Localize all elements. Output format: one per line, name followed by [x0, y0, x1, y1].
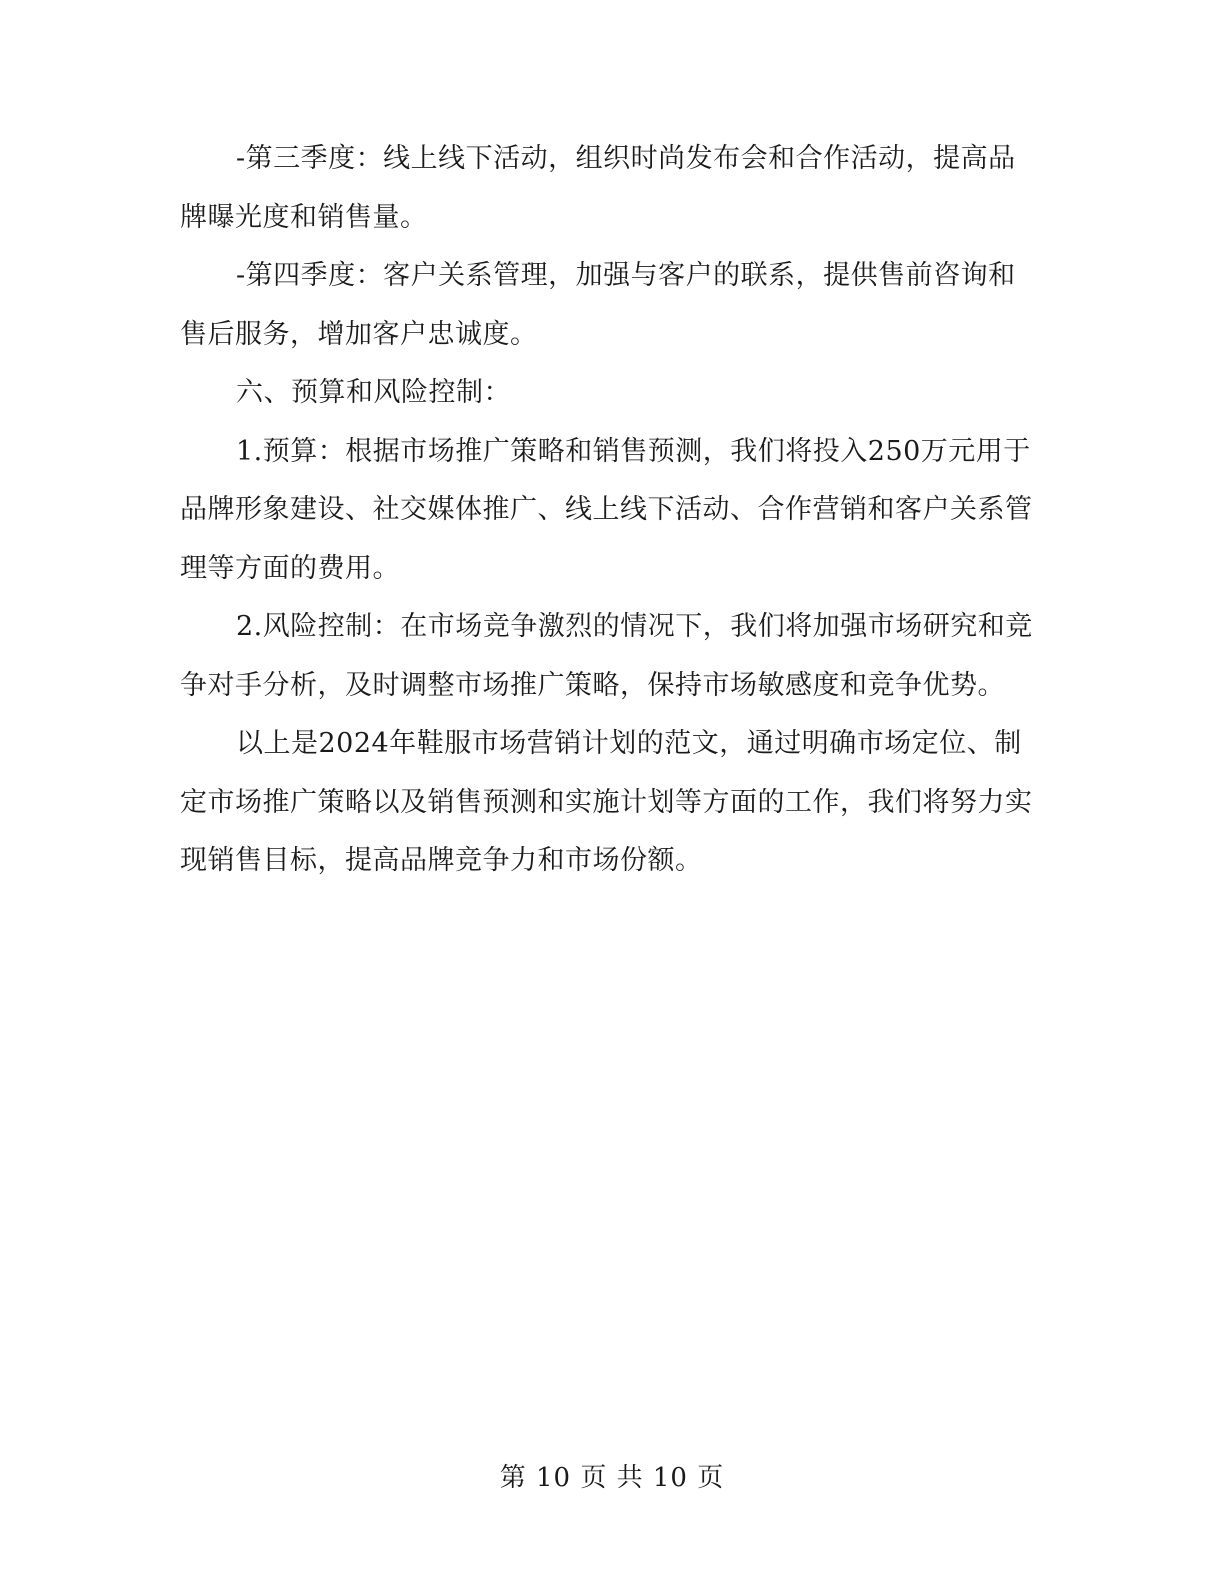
page-footer: [0, 1460, 1224, 1496]
paragraph-q3-activities: -第三季度：线上线下活动，组织时尚发布会和合作活动，提高品牌曝光度和销售量。: [180, 143, 1016, 233]
paragraph-risk-control: 2.风险控制：在市场竞争激烈的情况下，我们将加强市场研究和竞争对手分析，及时调整市场推广策略，保持市场敏感度和竞争优势。: [180, 611, 1033, 701]
paragraph-q4-crm: -第四季度：客户关系管理，加强与客户的联系，提供售前咨询和售后服务，增加客户忠诚度。: [180, 260, 1016, 350]
paragraph-conclusion: 以上是2024年鞋服市场营销计划的范文，通过明确市场定位、制定市场推广策略以及销售预测和实施计划等方面的工作，我们将努力实现销售目标，提高品牌竞争力和市场份额。: [180, 728, 1033, 876]
document-body: [180, 130, 1040, 891]
paragraph-budget: 1.预算：根据市场推广策略和销售预测，我们将投入250万元用于品牌形象建设、社交媒体推广、线上线下活动、合作营销和客户关系管理等方面的费用。: [180, 435, 1033, 584]
page-number-label: 第 10 页 共 10 页: [499, 1463, 725, 1493]
section-heading-budget-risk: 六、预算和风险控制：: [236, 377, 511, 408]
